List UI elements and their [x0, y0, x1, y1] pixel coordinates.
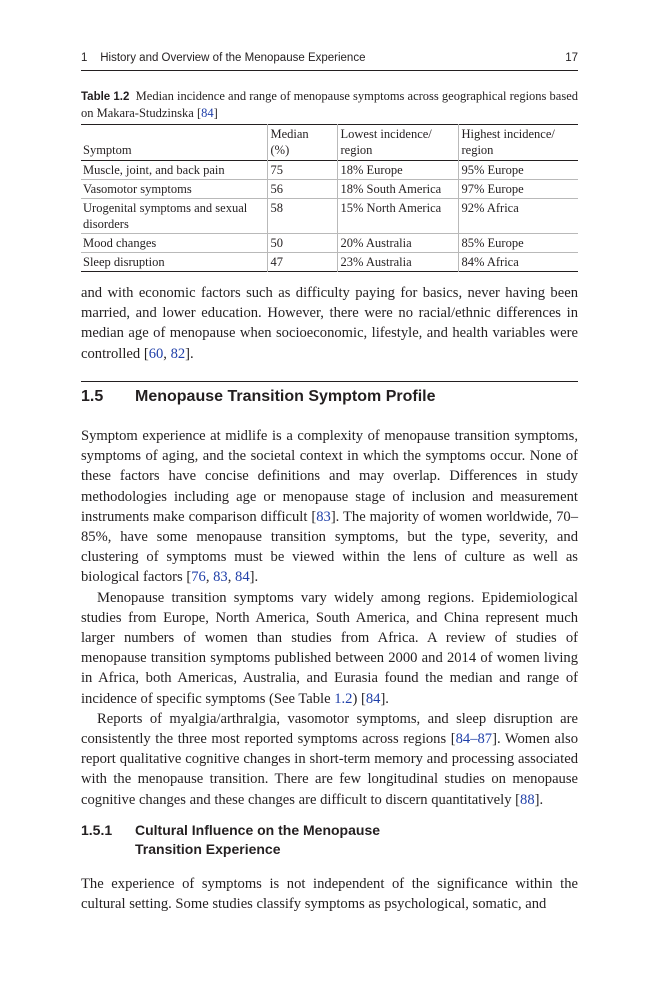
subsection-body	[81, 874, 578, 914]
section-rule	[81, 381, 578, 382]
cell-lowest: 23% Australia	[337, 253, 458, 272]
cell-median: 58	[267, 199, 337, 234]
cell-highest: 85% Europe	[458, 234, 578, 253]
symptom-table	[81, 124, 578, 272]
cell-highest: 97% Europe	[458, 180, 578, 199]
cell-median: 75	[267, 161, 337, 180]
cell-lowest: 20% Australia	[337, 234, 458, 253]
table-row	[81, 199, 578, 234]
citation-link[interactable]: 83	[213, 569, 228, 586]
cell-median: 50	[267, 234, 337, 253]
citation-separator: ,	[227, 569, 236, 586]
table-row	[81, 180, 578, 199]
table-row	[81, 161, 578, 180]
citation-link[interactable]: 88	[520, 791, 535, 808]
cell-highest: 95% Europe	[458, 161, 578, 180]
paragraph-text: ]. The majority of women worldwide, 70–85%, have some menopause transition symptoms, but the type, severity, and clustering of symptoms must be viewed within the lens of culture as well as biological factors [	[81, 508, 578, 586]
citation-close: ].	[380, 690, 389, 707]
paragraph	[81, 426, 578, 588]
citation-separator: ,	[205, 569, 214, 586]
subsection-title-line-2: Transition Experience	[135, 841, 281, 857]
chapter-number: 1	[81, 52, 88, 64]
paragraph	[81, 588, 578, 709]
table-caption: Table 1.2 Median incidence and range of menopause symptoms across geographical regions based on Makara-Studzinska [84]	[81, 89, 579, 120]
subsection-number: 1.5.1	[81, 822, 113, 838]
header-rule	[81, 70, 578, 71]
cell-symptom: Mood changes	[83, 236, 157, 250]
paragraph-intro	[81, 283, 578, 364]
citation-separator: ,	[163, 345, 171, 362]
paragraph	[81, 874, 578, 914]
citation-link[interactable]: 83	[316, 508, 331, 525]
paragraph-text: The experience of symptoms is not independent of the significance within the cultural setting. Some studies classify symptoms as psychological, somatic, and	[81, 876, 578, 913]
citation-link[interactable]: 60	[148, 345, 164, 362]
header-symptom: Symptom	[83, 143, 132, 157]
subsection-heading	[81, 821, 578, 859]
cell-median: 47	[267, 253, 337, 272]
table-row	[81, 234, 578, 253]
header-highest: Highest incidence/ region	[458, 125, 578, 161]
header-median: Median (%)	[267, 125, 337, 161]
table-caption-label: Table 1.2	[81, 91, 130, 103]
cell-lowest: 18% South America	[337, 180, 458, 199]
cell-symptom: Muscle, joint, and back pain	[83, 163, 225, 177]
subsection-title-line-1: Cultural Influence on the Menopause	[135, 822, 381, 838]
table-body	[81, 161, 578, 272]
paragraph-text: Menopause transition symptoms vary widely among regions. Epidemiological studies from Europe, North America, South America, and China represent much larger numbers of women than studies from Africa. A review of studies of menopause transition symptoms published between 2000 and 2014 of women living in Africa, both Americas, Australia, and Eurasia found the median and range of incidence of specific symptoms (See Table	[81, 589, 578, 707]
page-number: 17	[565, 52, 578, 64]
cell-highest: 84% Africa	[458, 253, 578, 272]
citation-close: ].	[185, 345, 194, 362]
paragraph-text: ) [	[352, 690, 366, 707]
section-number: 1.5	[81, 388, 104, 405]
citation-link[interactable]: 84–87	[455, 731, 493, 748]
citation-link[interactable]: 82	[170, 345, 186, 362]
paragraph-text: and with economic factors such as difficulty paying for basics, never having been married, and lower education. However, there were no racial/ethnic differences in median age of menopause when socioeconomic, lifestyle, and health variables were controlled [	[81, 285, 578, 362]
paragraph-text: ]. Women also report qualitative cognitive changes in short-term memory and processing associated with the menopause transition. There are few longitudinal studies on menopause cognitive changes and these changes are difficult to discern quantitatively [	[81, 731, 579, 808]
section-body	[81, 426, 578, 810]
citation-link[interactable]: 84	[235, 569, 250, 586]
cell-lowest: 15% North America	[337, 199, 458, 234]
paragraph-text: Reports of myalgia/arthralgia, vasomotor symptoms, and sleep disruption are consistently the three most reported symptoms across regions [	[81, 710, 578, 748]
table-row	[81, 253, 578, 272]
citation-close: ].	[249, 569, 259, 586]
table-reference-link[interactable]: 1.2	[334, 690, 353, 707]
cell-lowest: 18% Europe	[337, 161, 458, 180]
cell-highest: 92% Africa	[458, 199, 578, 234]
running-header	[81, 51, 578, 65]
table-header-row	[81, 125, 578, 161]
section-title: Menopause Transition Symptom Profile	[135, 388, 436, 405]
paragraph-text: Symptom experience at midlife is a complexity of menopause transition symptoms, symptoms of aging, and the societal context in which the symptoms occur. None of these factors have concise definitions and may overlap. Differences in study methodologies including age or menopause stage of inclusion and measurement instruments make comparison difficult [	[81, 428, 578, 525]
citation-close: ].	[534, 791, 544, 808]
cell-symptom: Vasomotor symptoms	[83, 182, 192, 196]
cell-symptom: Urogenital symptoms and sexual disorders	[83, 201, 248, 231]
citation-link[interactable]: 84	[365, 690, 381, 707]
header-lowest: Lowest incidence/ region	[337, 125, 458, 161]
citation-link[interactable]: 76	[191, 569, 206, 586]
cell-median: 56	[267, 180, 337, 199]
table-caption-text: Median incidence and range of menopause symptoms across geographical regions based on Makara-Studzinska	[81, 89, 579, 120]
cell-symptom: Sleep disruption	[83, 255, 165, 269]
chapter-title: History and Overview of the Menopause Experience	[100, 52, 366, 64]
citation-link[interactable]: 84	[201, 106, 214, 120]
section-heading	[81, 387, 578, 407]
paragraph	[81, 709, 578, 810]
